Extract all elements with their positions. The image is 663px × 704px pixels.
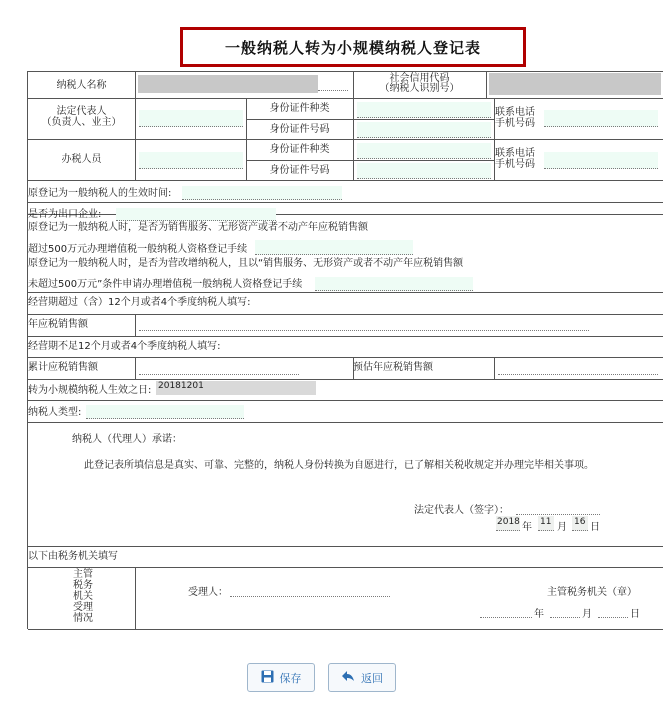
q1-field[interactable] (255, 240, 413, 255)
day-char: 日 (590, 522, 600, 533)
col-divider (135, 357, 136, 379)
export-label: 是否为出口企业: (28, 209, 102, 220)
q2-field[interactable] (315, 277, 473, 291)
taxpayer-type-label: 纳税人类型: (28, 407, 82, 418)
taxpayer-name-value (138, 75, 318, 93)
row-divider (28, 336, 663, 337)
office-day-char: 日 (630, 609, 640, 620)
page-title: 一般纳税人转为小规模纳税人登记表 (224, 38, 481, 57)
col-divider (135, 72, 136, 180)
row-divider (28, 546, 663, 547)
credit-code-label: 社会信用代码 （纳税人识别号） (379, 73, 460, 94)
agent-name-field[interactable] (139, 152, 243, 169)
col-divider (494, 357, 495, 379)
row-divider (28, 202, 663, 203)
legal-rep-id-type-label: 身份证件种类 (269, 103, 330, 114)
sign-month-value: 11 (540, 517, 552, 527)
row-divider (28, 98, 663, 99)
legal-rep-contact-label: 联系电话 手机号码 (495, 107, 535, 129)
legal-rep-name-field[interactable] (139, 110, 243, 127)
q1-line1: 原登记为一般纳税人时，是否为销售服务、无形资产或者不动产年应税销售额 (28, 222, 368, 233)
over12-label: 经营期超过（含）12个月或者4个季度纳税人填写: (28, 297, 251, 308)
col-divider (486, 72, 487, 98)
form-title-box (180, 27, 526, 67)
sign-day-field[interactable] (572, 516, 588, 531)
q2-line1: 原登记为一般纳税人时，是否为营改增纳税人，且以“销售服务、无形资产或者不动产年应税销售额 (28, 258, 464, 269)
agent-contact-label: 联系电话 手机号码 (495, 148, 535, 170)
office-seal-label: 主管税务机关（章） (547, 587, 637, 598)
agent-id-type-field[interactable] (357, 143, 491, 159)
row-divider (28, 180, 663, 181)
cumulative-label: 累计应税销售额 (28, 362, 98, 373)
q1-line2: 超过500万元办理增值税一般纳税人资格登记手续 (28, 244, 248, 255)
agent-id-number-label: 身份证件号码 (269, 165, 330, 176)
office-day-field[interactable] (598, 617, 628, 618)
agent-id-number-field[interactable] (357, 163, 491, 179)
taxpayer-name-field[interactable] (318, 90, 348, 91)
row-divider (246, 160, 494, 161)
row-divider (28, 567, 663, 568)
commit-text: 此登记表所填信息是真实、可靠、完整的，纳税人身份转换为自愿进行，已了解相关税收规定并办理完毕相关事项。 (84, 460, 594, 471)
save-button[interactable] (247, 663, 315, 692)
sign-year-field[interactable] (496, 516, 520, 531)
signature-field[interactable] (516, 514, 600, 515)
row-divider (28, 422, 663, 423)
estimated-sales-field[interactable] (498, 374, 658, 375)
sign-month-field[interactable] (538, 516, 554, 531)
legal-rep-label: 法定代表人 （负责人、业主） (41, 106, 122, 128)
row-divider (28, 139, 663, 140)
convert-date-field[interactable] (156, 381, 316, 395)
sign-label: 法定代表人（签字）： (414, 505, 509, 516)
legal-rep-id-type-field[interactable] (357, 102, 491, 118)
month-char: 月 (557, 522, 567, 533)
estimated-label: 预估年应税销售额 (353, 362, 433, 373)
legal-rep-id-number-label: 身份证件号码 (269, 124, 330, 135)
back-button[interactable] (328, 663, 396, 692)
receiver-field[interactable] (230, 596, 390, 597)
row-divider (246, 119, 494, 120)
sign-day-value: 16 (574, 517, 586, 527)
office-year-field[interactable] (480, 617, 532, 618)
year-char: 年 (522, 522, 532, 533)
annual-sales-label: 年应税销售额 (28, 319, 88, 330)
save-label: 保存 (279, 671, 302, 685)
row-divider (28, 379, 663, 380)
legal-rep-phone-field[interactable] (544, 110, 658, 127)
registration-form (27, 71, 663, 629)
row-divider (28, 629, 663, 630)
col-divider (135, 314, 136, 336)
annual-sales-field[interactable] (139, 330, 589, 331)
back-label: 返回 (361, 671, 383, 685)
commit-title: 纳税人（代理人）承诺： (72, 434, 182, 445)
row-divider (28, 400, 663, 401)
export-field[interactable] (116, 208, 276, 221)
back-arrow-icon (341, 670, 355, 685)
orig-effective-label: 原登记为一般纳税人的生效时间: (28, 188, 172, 199)
agent-id-type-label: 身份证件种类 (269, 144, 330, 155)
agent-label: 办税人员 (61, 154, 102, 165)
convert-date-value: 20181201 (158, 381, 204, 391)
agent-phone-field[interactable] (544, 152, 658, 169)
floppy-disk-icon (261, 670, 274, 686)
cumulative-sales-field[interactable] (139, 374, 299, 375)
receiver-label: 受理人： (188, 587, 228, 598)
tax-office-label: 主管 税务 机关 受理 情况 (73, 569, 93, 624)
under12-label: 经营期不足12个月或者4个季度纳税人填写: (28, 341, 221, 352)
row-divider (28, 314, 663, 315)
office-year-char: 年 (534, 609, 544, 620)
office-month-field[interactable] (550, 617, 580, 618)
col-divider (135, 567, 136, 629)
row-divider (28, 292, 663, 293)
sign-year-value: 2018 (497, 517, 520, 527)
convert-date-label: 转为小规模纳税人生效之日: (28, 385, 152, 396)
credit-code-value (489, 73, 661, 95)
office-month-char: 月 (582, 609, 592, 620)
taxpayer-type-field[interactable] (86, 405, 244, 419)
row-divider (28, 357, 663, 358)
taxpayer-name-label: 纳税人名称 (56, 80, 107, 91)
tax-office-header: 以下由税务机关填写 (28, 551, 118, 562)
q2-line2: 未超过500万元”条件申请办理增值税一般纳税人资格登记手续 (28, 279, 303, 290)
orig-effective-field[interactable] (182, 186, 342, 200)
legal-rep-id-number-field[interactable] (357, 122, 491, 138)
